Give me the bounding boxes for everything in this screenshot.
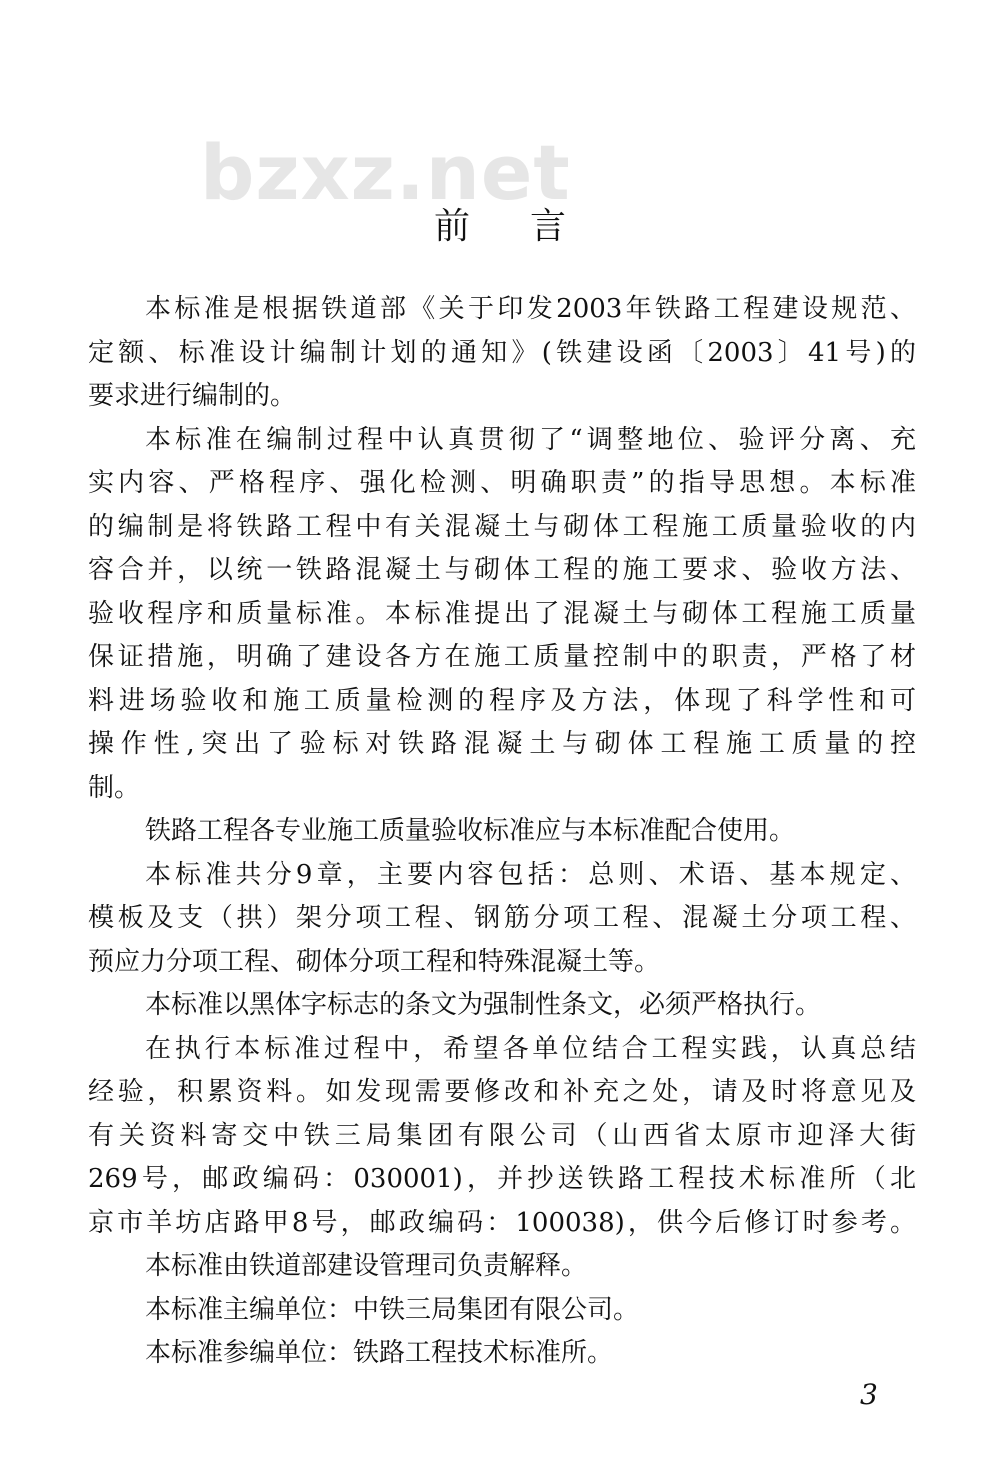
text-line: 铁路工程各专业施工质量验收标准应与本标准配合使用。 bbox=[145, 816, 796, 846]
page-number: 3 bbox=[860, 1378, 878, 1411]
text-line: 保证措施，明确了建设各方在施工质量控制中的职责，严格了材 bbox=[88, 642, 916, 672]
text-line: 料进场验收和施工质量检测的程序及方法，体现了科学性和可 bbox=[88, 685, 916, 716]
page-title: 前言 bbox=[433, 206, 626, 247]
text-line: 本标准参编单位：铁路工程技术标准所。 bbox=[145, 1338, 614, 1368]
text-line: 本标准以黑体字标志的条文为强制性条文，必须严格执行。 bbox=[145, 990, 822, 1020]
text-line: 有关资料寄交中铁三局集团有限公司（山西省太原市迎泽大街 bbox=[88, 1120, 916, 1151]
text-line: 本标准由铁道部建设管理司负责解释。 bbox=[145, 1251, 588, 1281]
text-line: 预应力分项工程、砌体分项工程和特殊混凝土等。 bbox=[88, 946, 661, 977]
text-line: 本标准主编单位：中铁三局集团有限公司。 bbox=[145, 1294, 640, 1325]
text-line: 验收程序和质量标准。本标准提出了混凝土与砌体工程施工质量 bbox=[88, 598, 916, 629]
text-line: 模板及支（拱）架分项工程、钢筋分项工程、混凝土分项工程、 bbox=[88, 903, 916, 933]
body-text bbox=[88, 288, 916, 1376]
text-line: 要求进行编制的。 bbox=[88, 381, 297, 411]
watermark: bzxz.net bbox=[200, 128, 571, 217]
text-line: 在执行本标准过程中，希望各单位结合工程实践，认真总结 bbox=[145, 1033, 916, 1064]
text-line: 容合并，以统一铁路混凝土与砌体工程的施工要求、验收方法、 bbox=[88, 555, 916, 585]
text-line: 本标准共分9章，主要内容包括：总则、术语、基本规定、 bbox=[145, 859, 916, 890]
text-line: 本标准是根据铁道部《关于印发2003年铁路工程建设规范、 bbox=[145, 294, 916, 324]
text-line: 经验，积累资料。如发现需要修改和补充之处，请及时将意见及 bbox=[88, 1077, 916, 1107]
text-line: 制。 bbox=[88, 772, 141, 803]
text-line: 269号，邮政编码：030001)，并抄送铁路工程技术标准所（北 bbox=[88, 1164, 916, 1194]
text-line: 实内容、严格程序、强化检测、明确职责”的指导思想。本标准 bbox=[88, 468, 916, 498]
text-line: 本标准在编制过程中认真贯彻了“调整地位、验评分离、充 bbox=[145, 424, 916, 455]
text-line: 操作性,突出了验标对铁路混凝土与砌体工程施工质量的控 bbox=[88, 729, 916, 759]
text-line: 京市羊坊店路甲8号，邮政编码：100038)，供今后修订时参考。 bbox=[88, 1207, 916, 1238]
text-line: 定额、标准设计编制计划的通知》(铁建设函〔2003〕41号)的 bbox=[88, 337, 916, 368]
text-line: 的编制是将铁路工程中有关混凝土与砌体工程施工质量验收的内 bbox=[88, 511, 916, 542]
